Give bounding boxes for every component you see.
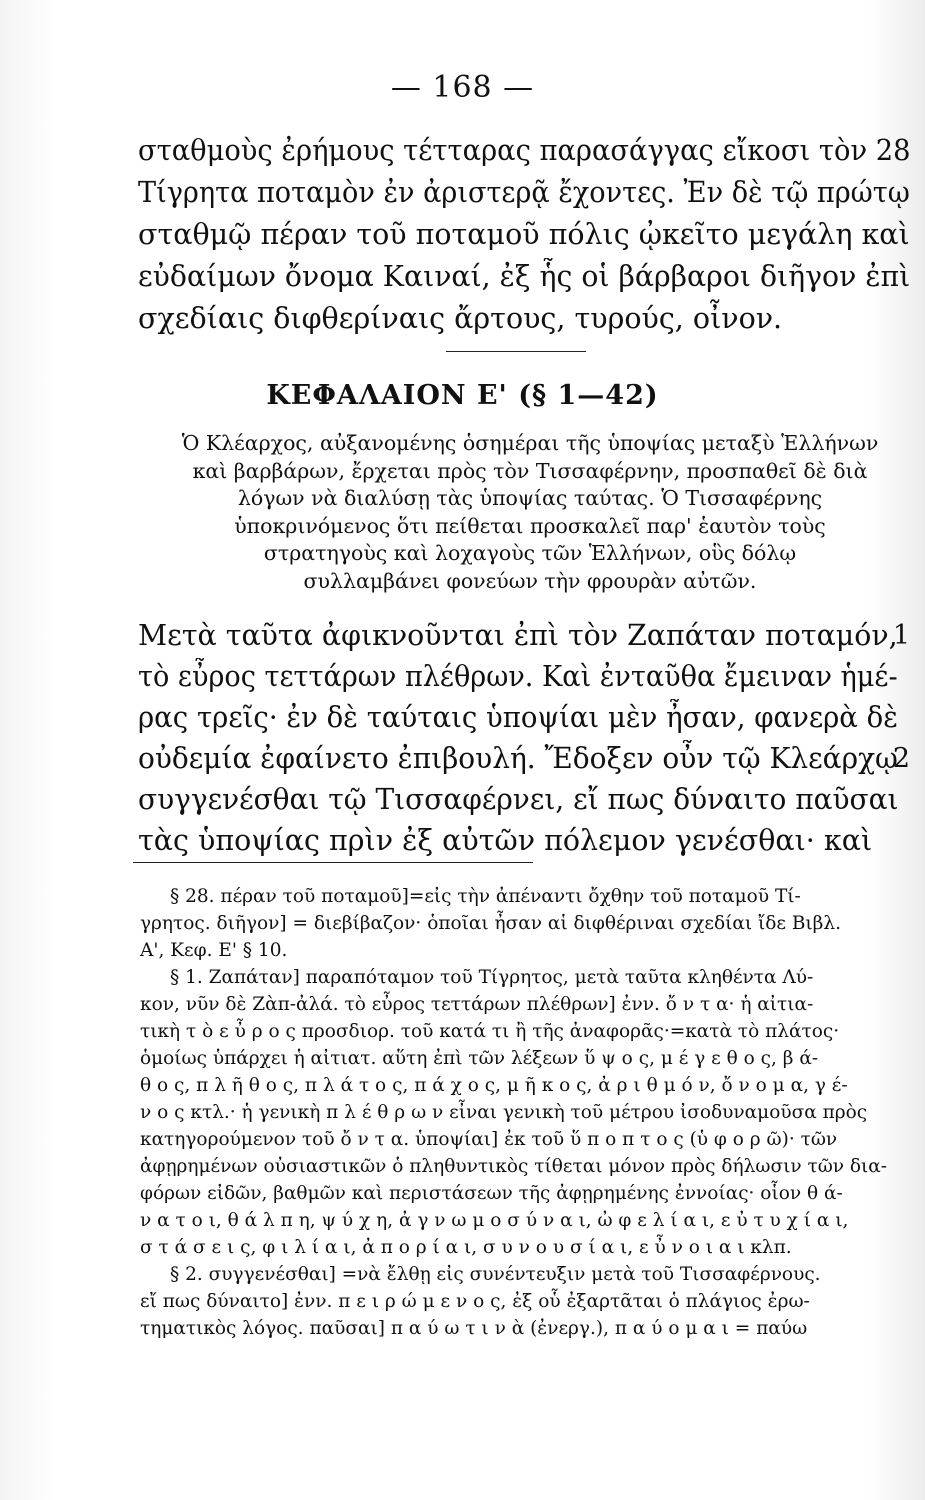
- text-line-content: Μετὰ ταῦτα ἀφικνοῦνται ἐπὶ τὸν Ζαπάταν ποταμόν,: [138, 619, 898, 652]
- footnote-line: § 1. Ζαπάταν] παραπόταμον τοῦ Τίγρητος, μετὰ ταῦτα κληθέντα Λύ-: [170, 967, 814, 988]
- footnote-line: ἀφῃρημένων οὐσιαστικῶν ὁ πληθυντικὸς τίθεται μόνον πρὸς δήλωσιν τῶν δια-: [140, 1156, 888, 1177]
- main-text: [138, 615, 910, 861]
- chapter-summary: [150, 430, 910, 595]
- footnote-line: ν ο ς κτλ.· ἡ γενικὴ π λ έ θ ρ ω ν εἶναι γενικὴ τοῦ μέτρου ἰσοδυναμοῦσα πρὸς: [140, 1102, 868, 1123]
- text-line: [138, 820, 898, 861]
- summary-line: Ὁ Κλέαρχος, αὐξανομένης ὁσημέραι τῆς ὑποψίας μεταξὺ Ἑλλήνων: [181, 431, 879, 455]
- footnote-line: κατηγορούμενον τοῦ ὄ ν τ α. ὑποψίαι] ἐκ τοῦ ὕ π ο π τ ο ς (ὑ φ ο ρ ῶ)· τῶν: [140, 1129, 838, 1150]
- footnote-line: γρητος. διῆγον] = διεβίβαζον· ὁποῖαι ἦσαν αἱ διφθέριναι σχεδίαι ἴδε Βιβλ.: [140, 913, 841, 934]
- footnote-line: τηματικὸς λόγος. παῦσαι] π α ύ ω τ ι ν ὰ (ἐνεργ.), π α ύ ο μ α ι = παύω: [140, 1318, 808, 1339]
- section-divider: [446, 351, 586, 352]
- text-line: σχεδίαις διφθερίναις ἄρτους, τυρούς, οἶνον.: [138, 302, 783, 335]
- footnote-line: ν α τ ο ι, θ ά λ π η, ψ ύ χ η, ἀ γ ν ω μ ο σ ύ ν α ι, ὠ φ ε λ ί α ι, ε ὐ τ υ χ ί α ι,: [140, 1210, 849, 1231]
- footnote: [140, 883, 910, 964]
- text-line-content: ρας τρεῖς· ἐν δὲ ταύταις ὑποψίαι μὲν ἦσαν, φανερὰ δὲ: [138, 701, 899, 734]
- page-number: — 168 —: [390, 70, 535, 105]
- text-line: [138, 615, 910, 656]
- summary-line: ὑποκρινόμενος ὅτι πείθεται προσκαλεῖ παρ' ἑαυτὸν τοὺς: [234, 513, 826, 538]
- intro-paragraph: [138, 130, 910, 340]
- text-line-content: οὐδεμία ἐφαίνετο ἐπιβουλή. Ἔδοξεν οὖν τῷ Κλεάρχῳ: [138, 742, 898, 775]
- section-marker: 1: [892, 620, 910, 651]
- text-line: Τίγρητα ποταμὸν ἐν ἀριστερᾷ ἔχοντες. Ἐν δὲ τῷ πρώτῳ: [138, 176, 910, 209]
- text-line: εὐδαίμων ὄνομα Καιναί, ἐξ ἧς οἱ βάρβαροι διῆγον ἐπὶ: [138, 260, 911, 293]
- text-line-content: τὸ εὖρος τεττάρων πλέθρων. Καὶ ἐνταῦθα ἔμειναν ἡμέ-: [138, 660, 898, 693]
- footnote-line: ὁμοίως ὑπάρχει ἡ αἰτιατ. αὕτη ἐπὶ τῶν λέξεων ὕ ψ ο ς, μ έ γ ε θ ο ς, β ά-: [140, 1048, 819, 1069]
- text-line: σταθμῷ πέραν τοῦ ποταμοῦ πόλις ᾠκεῖτο μεγάλη καὶ: [138, 218, 910, 251]
- footnote-line: εἴ πως δύναιτο] ἐνν. π ε ι ρ ώ μ ε ν ο ς, ἐξ οὗ ἐξαρτᾶται ὁ πλάγιος ἐρω-: [140, 1291, 810, 1312]
- footnotes: [140, 883, 910, 1342]
- footnote-line: θ ο ς, π λ ῆ θ ο ς, π λ ά τ ο ς, π ά χ ο ς, μ ῆ κ ο ς, ἀ ρ ι θ μ ό ν, ὄ ν ο μ α, γ έ-: [140, 1075, 848, 1096]
- footnote-line: § 2. συγγενέσθαι] =νὰ ἔλθῃ εἰς συνέντευξιν μετὰ τοῦ Τισσαφέρνους.: [170, 1264, 821, 1285]
- footnote-line: τικὴ τ ὸ ε ὖ ρ ο ς προσδιορ. τοῦ κατά τι ἢ τῆς ἀναφορᾶς·=κατὰ τὸ πλάτος·: [140, 1021, 840, 1042]
- summary-line: στρατηγοὺς καὶ λοχαγοὺς τῶν Ἑλλήνων, οὓς δόλῳ: [263, 541, 797, 565]
- footnote-line: Α', Κεφ. Ε' § 10.: [140, 940, 288, 961]
- footnote: [140, 964, 910, 1261]
- summary-line: συλλαμβάνει φονεύων τὴν φρουρὰν αὐτῶν.: [303, 568, 757, 593]
- footnote-line: κον, νῦν δὲ Ζὰπ-ἀλά. τὸ εὖρος τεττάρων πλέθρων] ἐνν. ὄ ν τ α· ἡ αἰτια-: [140, 994, 814, 1015]
- text-line: σταθμοὺς ἐρήμους τέτταρας παρασάγγας εἴκοσι τὸν 28: [138, 134, 911, 167]
- text-line: [138, 697, 898, 738]
- text-line-content: συγγενέσθαι τῷ Τισσαφέρνει, εἴ πως δύναιτο παῦσαι: [138, 783, 899, 816]
- summary-line: καὶ βαρβάρων, ἔρχεται πρὸς τὸν Τισσαφέρνην, προσπαθεῖ δὲ διὰ: [192, 458, 868, 483]
- footnote-line: σ τ ά σ ε ι ς, φ ι λ ί α ι, ἀ π ο ρ ί α ι, σ υ ν ο υ σ ί α ι, ε ὖ ν ο ι α ι κλπ.: [140, 1237, 792, 1258]
- text-line: [138, 656, 898, 697]
- footnote-line: φόρων εἰδῶν, βαθμῶν καὶ περιστάσεων τῆς ἀφῃρημένης ἐννοίας· οἷον θ ά-: [140, 1183, 843, 1204]
- chapter-heading: ΚΕΦΑΛΑΙΟΝ Ε' (§ 1—42): [266, 380, 659, 411]
- footnote-line: § 28. πέραν τοῦ ποταμοῦ]=εἰς τὴν ἀπέναντι ὄχθην τοῦ ποταμοῦ Τί-: [170, 886, 801, 907]
- text-line: [138, 738, 910, 779]
- footnote: [140, 1261, 910, 1342]
- summary-line: λόγων νὰ διαλύσῃ τὰς ὑποψίας ταύτας. Ὁ Τισσαφέρνης: [237, 486, 823, 510]
- footnote-divider: [133, 862, 533, 863]
- text-line-content: τὰς ὑποψίας πρὶν ἐξ αὐτῶν πόλεμον γενέσθαι· καὶ: [138, 824, 873, 857]
- section-marker: 2: [892, 743, 910, 774]
- text-line: [138, 779, 898, 820]
